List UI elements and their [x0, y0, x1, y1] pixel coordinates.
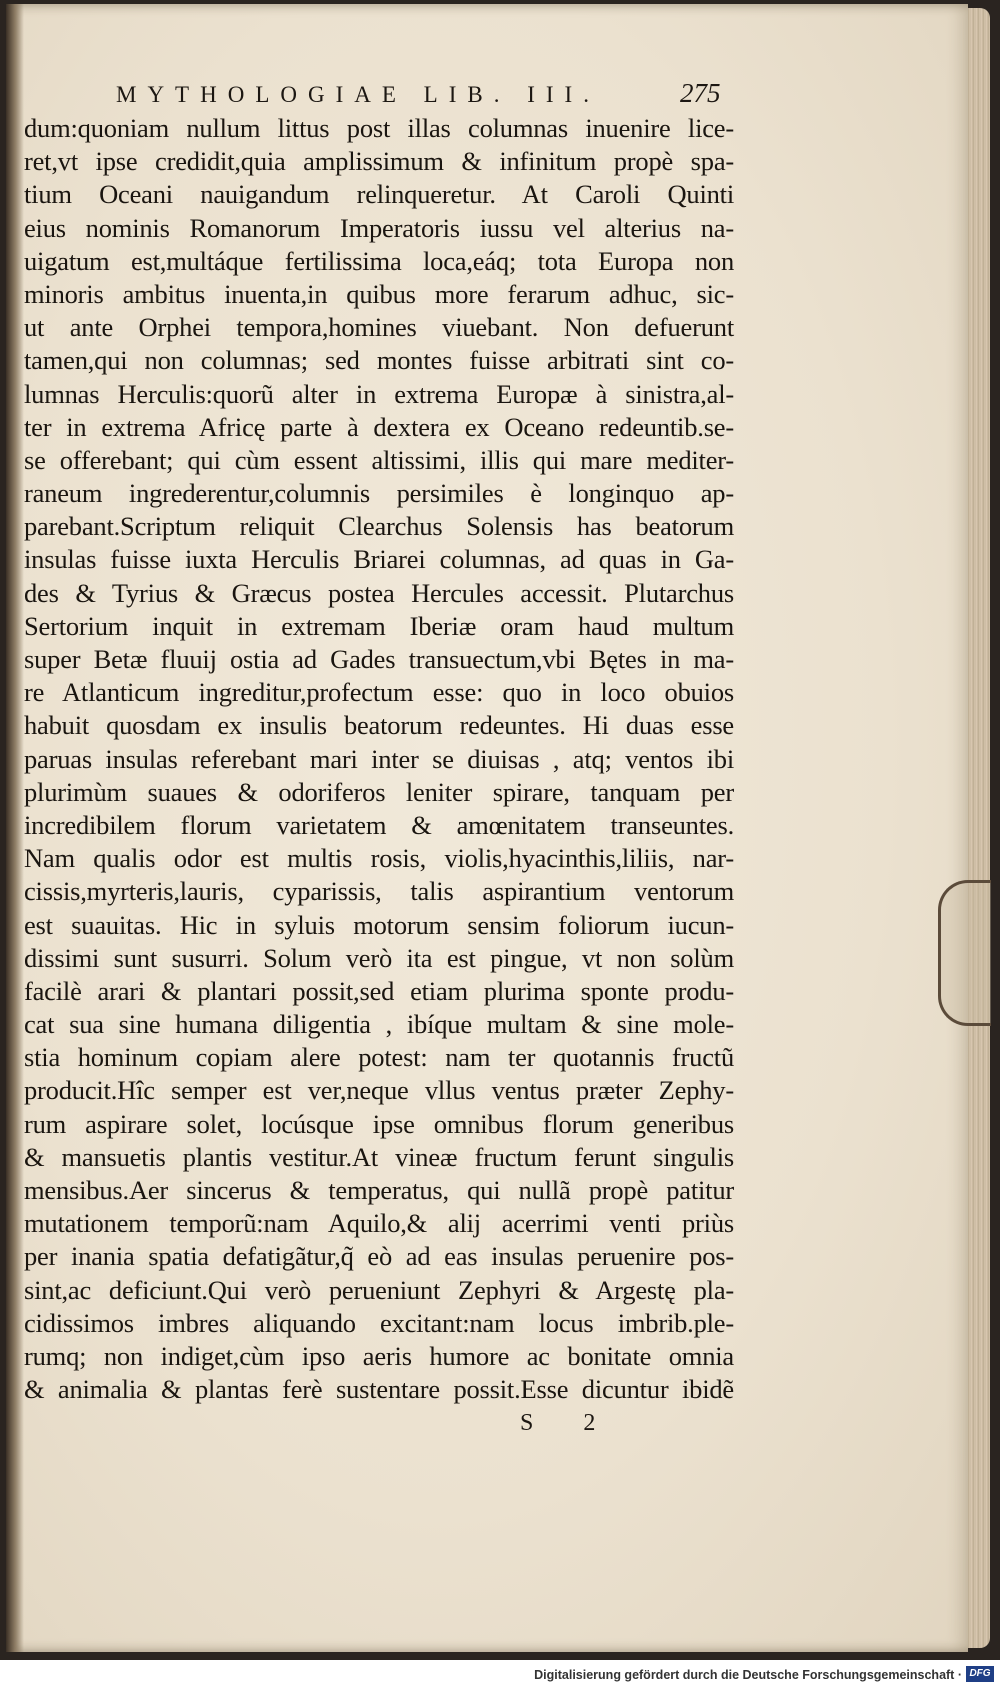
- text-line: per inania spatia defatigãtur,q̃ eò ad eas insulas peruenire pos-: [24, 1241, 734, 1272]
- text-line: mutationem temporũ:nam Aquilo,& alij acerrimi venti priùs: [24, 1208, 734, 1239]
- body-text: [24, 112, 734, 1406]
- text-line: Sertorium inquit in extremam Iberiæ oram haud multum: [24, 610, 734, 641]
- text-line: raneum ingrederentur,columnis persimiles è longinquo ap-: [24, 478, 734, 509]
- funding-credit: Digitalisierung gefördert durch die Deutsche Forschungsgemeinschaft ·: [534, 1668, 962, 1682]
- book-clasp: [938, 880, 991, 1026]
- text-line: mensibus.Aer sincerus & temperatus, qui nullã propè patitur: [24, 1175, 734, 1205]
- page-number: 275: [680, 78, 721, 108]
- text-line: ret,vt ipse credidit,quia amplissimum & infinitum propè spa-: [24, 146, 734, 177]
- text-line: stia hominum copiam alere potest: nam ter quotannis fructũ: [24, 1042, 734, 1073]
- text-line: re Atlanticum ingreditur,profectum esse: quo in loco obuios: [24, 677, 734, 708]
- text-line: tamen,qui non columnas; sed montes fuisse arbitrati sint co-: [24, 345, 734, 376]
- text-line: des & Tyrius & Græcus postea Hercules accessit. Plutarchus: [24, 577, 734, 608]
- text-line: uigatum est,multáque fertilissima loca,eáq; tota Europa non: [24, 245, 734, 276]
- text-line: Nam qualis odor est multis rosis, violis,hyacinthis,liliis, nar-: [24, 843, 734, 874]
- text-line: se offerebant; qui cùm essent altissimi, illis qui mare mediter-: [24, 444, 734, 475]
- running-header: MYTHOLOGIAE LIB. III.: [116, 82, 600, 107]
- text-line: ter in extrema Africę parte à dextera ex Oceano redeuntib.se-: [24, 411, 734, 442]
- text-line: lumnas Herculis:quorũ alter in extrema Europæ à sinistra,al-: [24, 378, 734, 409]
- text-line: cissis,myrteris,lauris, cyparissis, talis aspirantium ventorum: [24, 876, 734, 907]
- text-line: minoris ambitus inuenta,in quibus more ferarum adhuc, sic-: [24, 278, 734, 309]
- text-line: cidissimos imbres aliquando excitant:nam locus imbrib.ple-: [24, 1307, 734, 1338]
- text-line: producit.Hîc semper est ver,neque vllus ventus præter Zephy-: [24, 1075, 734, 1106]
- text-line: cat sua sine humana diligentia , ibíque multam & sine mole-: [24, 1009, 734, 1040]
- text-line: ut ante Orphei tempora,homines viuebant. Non defuerunt: [24, 312, 734, 343]
- text-line: parebant.Scriptum reliquit Clearchus Solensis has beatorum: [24, 511, 734, 542]
- signature-mark: S 2: [520, 1410, 618, 1436]
- page-gutter: [6, 4, 24, 1652]
- text-line: habuit quosdam ex insulis beatorum redeuntes. Hi duas esse: [24, 710, 734, 741]
- text-line: tium Oceani nauigandum relinqueretur. At Caroli Quinti: [24, 179, 734, 210]
- text-line: rum aspirare solet, locúsque ipse omnibus florum generibus: [24, 1108, 734, 1139]
- text-line: plurimùm suaues & odoriferos leniter spirare, tanquam per: [24, 776, 734, 807]
- text-line: rumq; non indiget,cùm ipso aeris humore ac bonitate omnia: [24, 1340, 734, 1371]
- dfg-logo: DFG: [966, 1666, 994, 1682]
- text-line: est suauitas. Hic in syluis motorum sensim foliorum iucun-: [24, 909, 734, 940]
- text-line: eius nominis Romanorum Imperatoris iussu vel alterius na-: [24, 212, 734, 243]
- text-line: & animalia & plantas ferè sustentare possit.Esse dicuntur ibidẽ: [24, 1374, 734, 1405]
- text-line: super Betæ fluuij ostia ad Gades transuectum,vbi Bętes in ma-: [24, 644, 734, 674]
- text-line: & mansuetis plantis vestitur.At vineæ fructum ferunt singulis: [24, 1141, 734, 1172]
- text-line: dissimi sunt susurri. Solum verò ita est pingue, vt non solùm: [24, 942, 734, 973]
- text-line: sint,ac deficiunt.Qui verò perueniunt Zephyri & Argestę pla-: [24, 1274, 734, 1305]
- text-line: insulas fuisse iuxta Herculis Briarei columnas, ad quas in Ga-: [24, 544, 734, 575]
- text-line: incredibilem florum varietatem & amœnitatem transeuntes.: [24, 809, 734, 840]
- text-line: dum:quoniam nullum littus post illas columnas inuenire lice-: [24, 113, 734, 143]
- text-line: facilè arari & plantari possit,sed etiam plurima sponte produ-: [24, 975, 734, 1006]
- text-line: paruas insulas referebant mari inter se diuisas , atq; ventos ibi: [24, 743, 734, 774]
